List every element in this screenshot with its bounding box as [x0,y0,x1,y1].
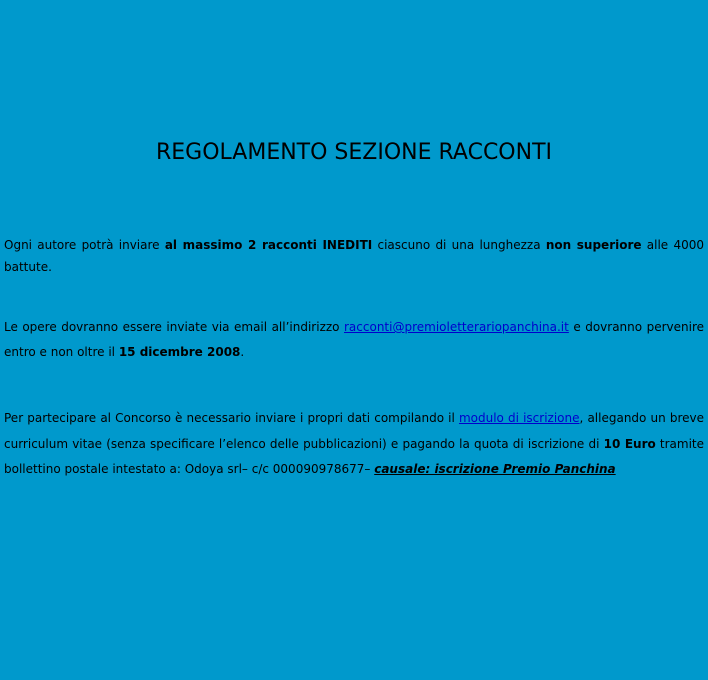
rule-paragraph-registration [4,406,704,483]
limits-text-2: ciascuno di una lunghezza [372,238,546,252]
registration-text-2: , allegando un breve curriculum vitae (senza specificare l’elenco delle pubblicazioni) e pagando la quota di iscrizione di [4,411,704,451]
email-link[interactable]: racconti@premioletterariopanchina.it [344,320,569,334]
limits-text-1: Ogni autore potrà inviare [4,238,165,252]
limits-text-3: alle 4000 battute. [4,238,704,274]
payment-reason: causale: iscrizione Premio Panchina [374,462,616,476]
registration-text-3: tramite bollettino postale intestato a: Odoya srl– c/c 000090978677– [4,436,705,476]
submission-text-3: . [240,345,245,359]
length-limit-emphasis: non superiore [545,238,642,252]
deadline-date: 15 dicembre 2008 [118,345,241,359]
rule-paragraph-submission [4,315,704,365]
fee-amount: 10 Euro [603,436,656,451]
max-stories-emphasis: al massimo 2 racconti INEDITI [164,238,373,252]
registration-text-1: Per partecipare al Concorso è necessario inviare i propri dati compilando il [4,411,459,425]
registration-form-link[interactable]: modulo di iscrizione [458,411,580,425]
submission-text-2: e dovranno pervenire entro e non oltre il [4,320,704,359]
submission-text-1: Le opere dovranno essere inviate via email all’indirizzo [4,320,344,334]
rule-paragraph-limits [4,234,704,278]
page-title: REGOLAMENTO SEZIONE RACCONTI [155,140,553,165]
